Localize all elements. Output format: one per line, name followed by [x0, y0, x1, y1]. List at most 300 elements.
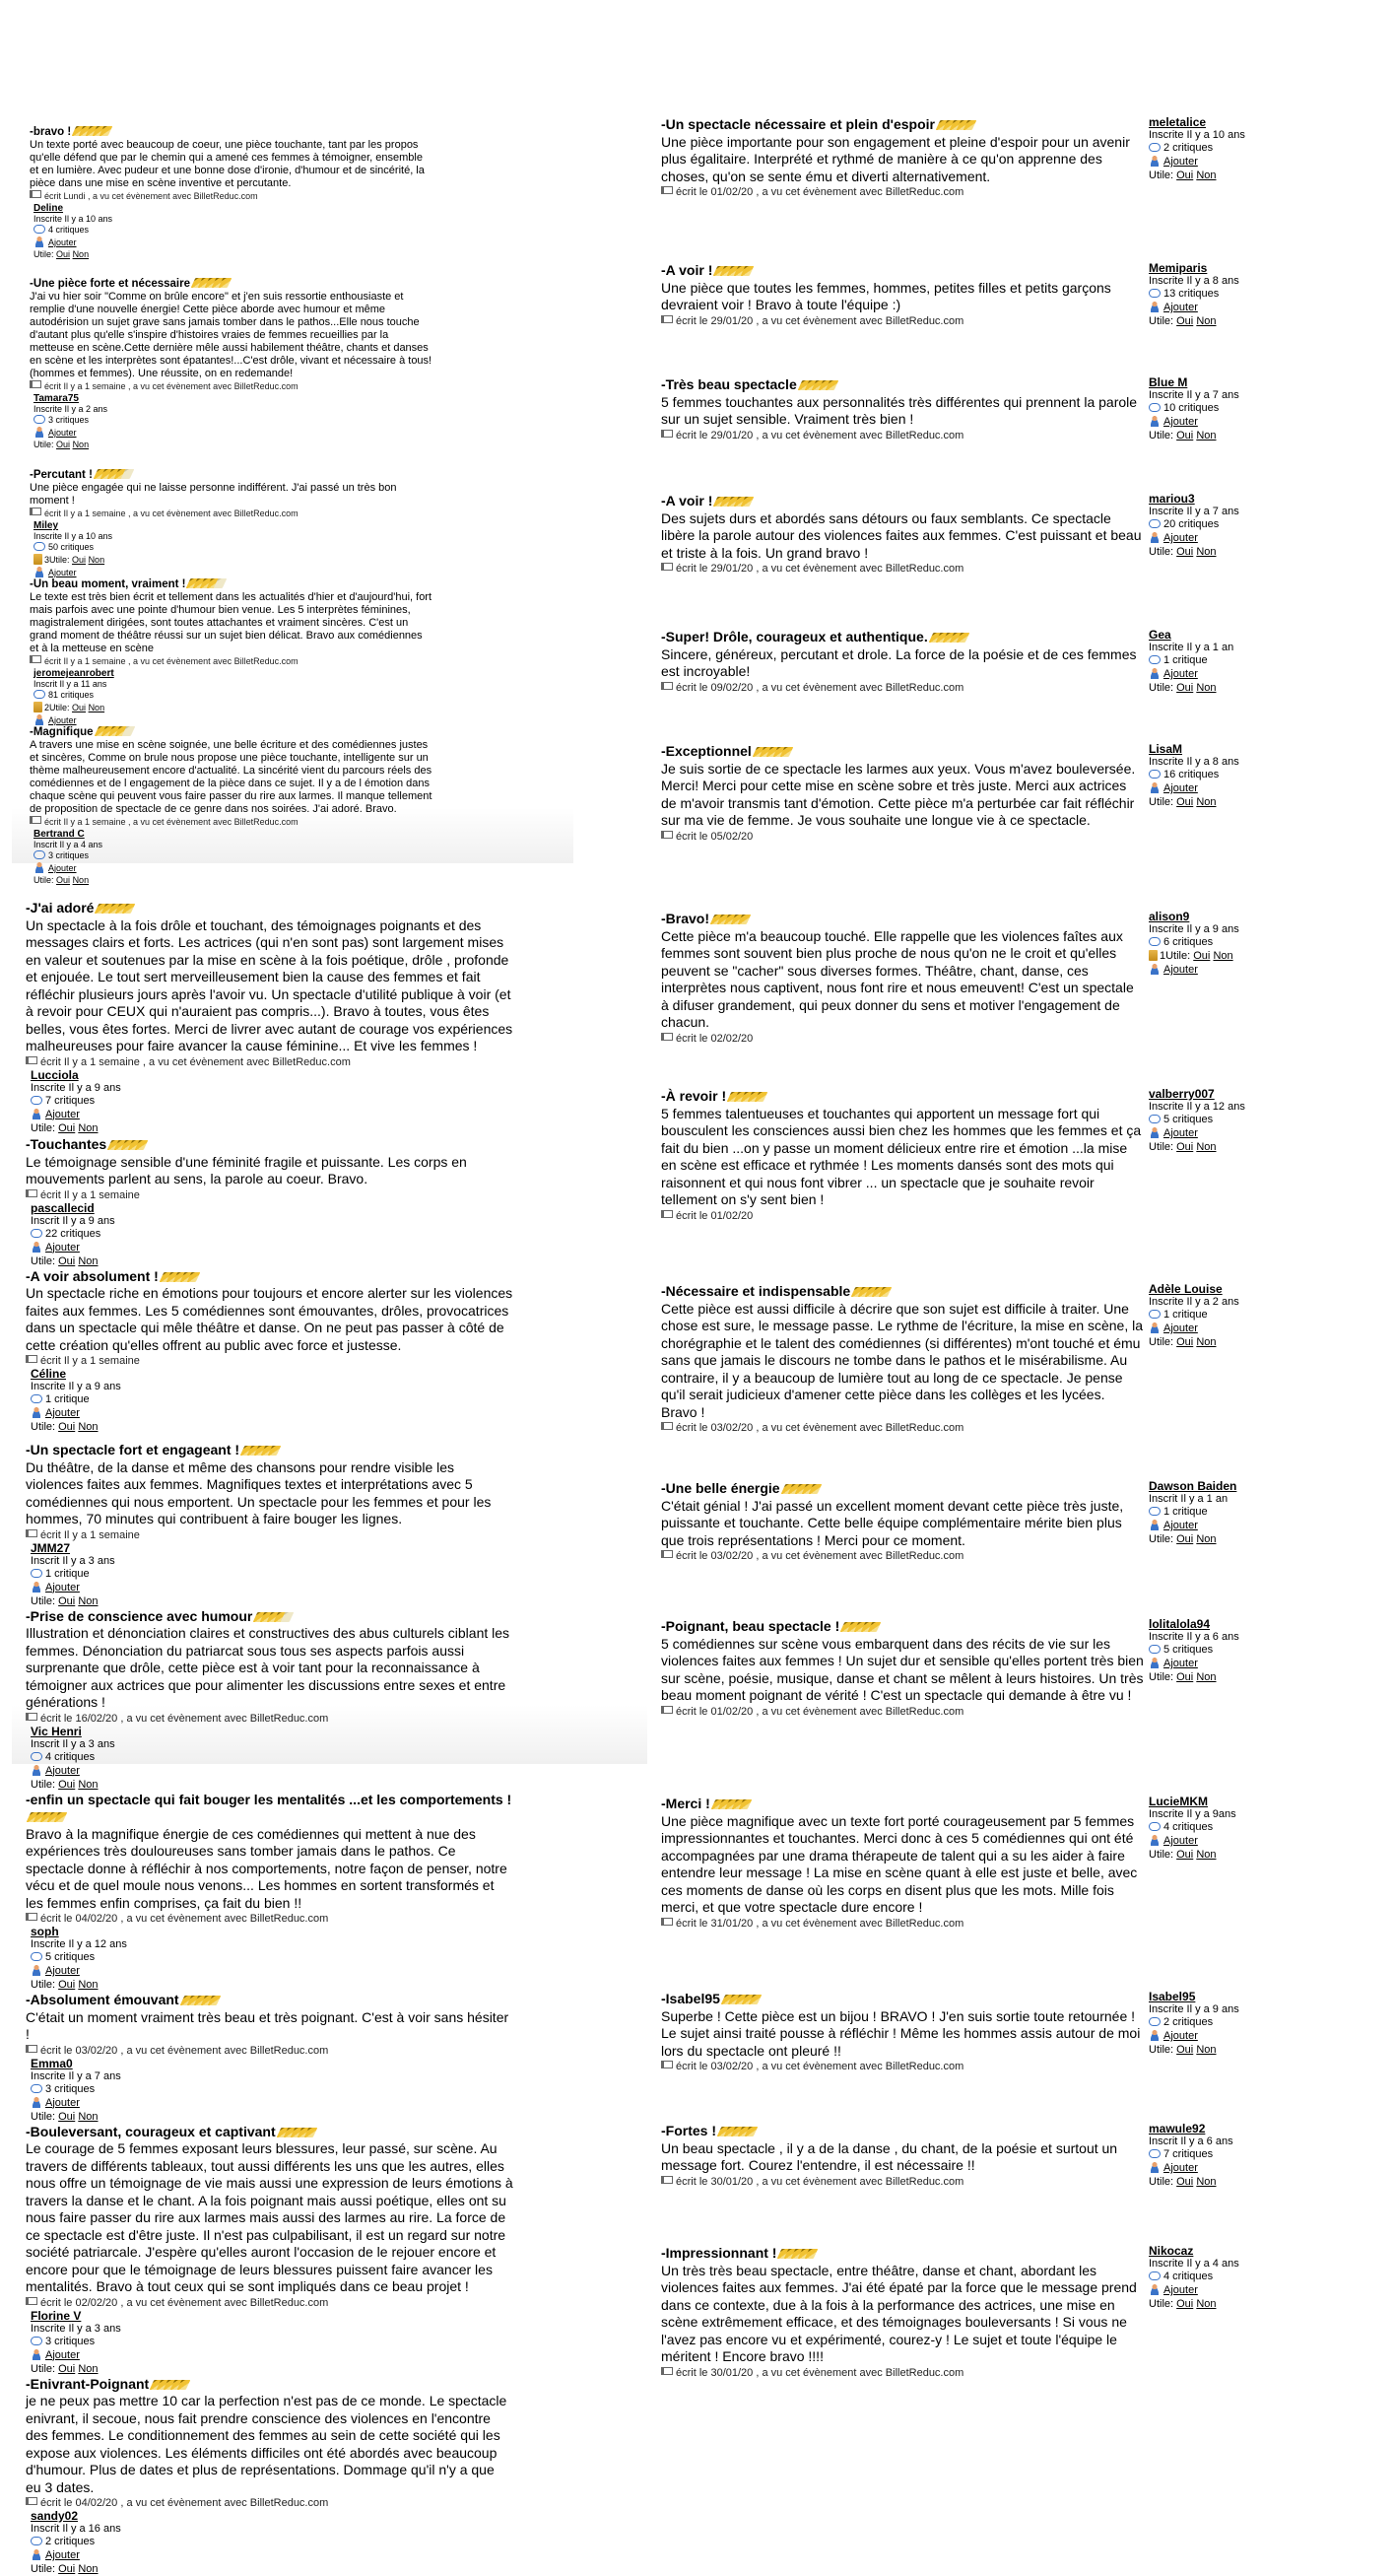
add-friend	[1149, 2029, 1296, 2043]
review-title: -Nécessaire et indispensable	[661, 1283, 851, 1299]
review-text: Le témoignage sensible d'une féminité fragile et puissante. Les corps en mouvements parlent au sens, la parole au coeur. Bravo.	[26, 1153, 467, 1186]
comment-icon	[31, 2537, 42, 2545]
reviewer-info	[1149, 1480, 1296, 1546]
person-icon	[31, 1241, 42, 1253]
utile-row	[1149, 169, 1296, 182]
reviewer-count	[33, 225, 169, 236]
reviewer-name-link[interactable]: LucieMKM	[1149, 1795, 1208, 1808]
reviewer-count	[31, 2536, 178, 2548]
review-date: écrit le 03/02/20 , a vu cet évènement avec BilletReduc.com	[676, 2061, 964, 2072]
vote-non-link[interactable]: Non	[78, 2563, 99, 2575]
utile-label: Utile:	[31, 1979, 56, 1991]
vote-oui-link[interactable]: Oui	[1176, 2298, 1194, 2310]
vote-oui-link[interactable]: Oui	[72, 555, 87, 565]
reviewer-since: Inscrite Il y a 12 ans	[1149, 1101, 1245, 1113]
vote-oui-link[interactable]: Oui	[1176, 546, 1194, 558]
reviewer-name-link[interactable]: Deline	[33, 203, 64, 214]
ajouter-link[interactable]: Ajouter	[1163, 668, 1198, 680]
ajouter-link[interactable]: Ajouter	[1163, 964, 1198, 976]
reviewer-name-link[interactable]: Isabel95	[1149, 1990, 1196, 2003]
review-date: écrit le 04/02/20 , a vu cet évènement avec BilletReduc.com	[40, 2497, 329, 2509]
utile-row	[31, 1122, 178, 1135]
utile-row	[1149, 1533, 1296, 1546]
vote-oui-link[interactable]: Oui	[1176, 1533, 1194, 1545]
reviewer-name-link[interactable]: lolitalola94	[1149, 1617, 1211, 1631]
review-body	[26, 1608, 513, 1726]
ajouter-link[interactable]: Ajouter	[45, 1764, 80, 1777]
review-title: -Un spectacle fort et engageant !	[26, 1442, 240, 1457]
vote-non-link[interactable]: Non	[1196, 682, 1217, 694]
speaker-icon	[661, 682, 673, 690]
utile-row	[1149, 950, 1296, 963]
vote-oui-link[interactable]: Oui	[1176, 1141, 1194, 1153]
vote-oui-link[interactable]: Oui	[1176, 315, 1194, 327]
review	[661, 2245, 1306, 2383]
review	[26, 2106, 646, 2375]
ajouter-link[interactable]: Ajouter	[1163, 2030, 1198, 2042]
review-body	[661, 2245, 1144, 2380]
vote-non-link[interactable]: Non	[1196, 430, 1217, 441]
review-title-line	[30, 278, 433, 291]
vote-non-link[interactable]: Non	[72, 249, 90, 259]
review-text: Cette pièce est aussi difficile à décrire que son sujet est difficile à traiter. Une chose est sure, le message passe. Le rythme de l'écriture, la mise en scène, la chorégraphie et le talent des comédiennes (si différentes) m'ont touché et ému sans que jamais le discours ne tombe dans le pathos et le misérabilisme. Au contraire, il y a beaucoup de lumière tout au long de ce spectacle. Je pense qu'il serait judicieux d'amener cette pièce dans les collèges et les lycées. Bravo !	[661, 1300, 1144, 1420]
reviewer-count	[31, 2336, 178, 2348]
reviewer-info	[31, 1368, 178, 1434]
utile-label: Utile:	[31, 1254, 56, 1267]
review-title-line	[26, 1268, 513, 1286]
speaker-icon	[661, 1918, 673, 1926]
ajouter-link[interactable]: Ajouter	[45, 1241, 80, 1254]
reviewer-info	[31, 1202, 178, 1268]
review-text: Une pièce que toutes les femmes, hommes, petites filles et petits garçons devraient voir ! Bravo à toute l'équipe :)	[661, 279, 1111, 312]
vote-non-link[interactable]: Non	[1196, 2298, 1217, 2310]
reviewer-since: Inscrite Il y a 2 ans	[1149, 1296, 1239, 1308]
ajouter-link[interactable]: Ajouter	[1163, 2284, 1198, 2296]
critiques-count: 3 critiques	[48, 850, 90, 860]
utile-row	[1149, 546, 1296, 559]
review-title-line	[30, 126, 433, 139]
ajouter-link[interactable]: Ajouter	[1163, 416, 1198, 428]
reviewer-name-link[interactable]: pascallecid	[31, 1200, 95, 1215]
reviewer-name-link[interactable]: valberry007	[1149, 1087, 1215, 1101]
vote-oui-link[interactable]: Oui	[58, 1421, 76, 1433]
reviewer-count	[1149, 142, 1296, 155]
utile-row	[1149, 1141, 1296, 1154]
review	[30, 564, 569, 725]
vote-oui-link[interactable]: Oui	[1176, 169, 1194, 181]
vote-non-link[interactable]: Non	[1196, 1533, 1217, 1545]
vote-oui-link[interactable]: Oui	[1176, 682, 1194, 694]
reviewer-name-link[interactable]: alison9	[1149, 910, 1190, 923]
review-footer	[26, 2296, 513, 2310]
vote-oui-link[interactable]: Oui	[1176, 2176, 1194, 2188]
reviewer-name-link[interactable]: Blue M	[1149, 375, 1188, 389]
critiques-count: 2 critiques	[45, 2536, 96, 2547]
reviewer-name-link[interactable]: Dawson Baiden	[1149, 1479, 1237, 1493]
person-icon	[1149, 1322, 1161, 1333]
flag-icon	[33, 702, 42, 712]
review	[661, 629, 1306, 704]
rating-stars	[279, 2125, 313, 2135]
speaker-icon	[661, 1210, 673, 1218]
critiques-count: 3 critiques	[45, 2335, 96, 2347]
review-date: écrit le 04/02/20 , a vu cet évènement avec BilletReduc.com	[40, 1913, 329, 1925]
reviewer-name-link[interactable]: Gea	[1149, 628, 1171, 642]
review	[661, 1618, 1306, 1756]
person-icon	[31, 2348, 42, 2360]
review-footer	[661, 1032, 1144, 1046]
utile-row	[1149, 1336, 1296, 1349]
review-date: écrit le 01/02/20 , a vu cet évènement avec BilletReduc.com	[676, 186, 964, 198]
vote-non-link[interactable]: Non	[78, 1594, 99, 1607]
review	[26, 1264, 646, 1433]
review-title: -Absolument émouvant	[26, 1992, 179, 2007]
person-icon	[1149, 2029, 1161, 2041]
critiques-count: 2 critiques	[1163, 2016, 1214, 2028]
review-footer	[30, 655, 433, 668]
vote-non-link[interactable]: Non	[78, 1254, 99, 1267]
review-text: Le texte est très bien écrit et tellement dans les actualités d'hier et d'aujourd'hui, fort mais parfois avec une pointe d'humour bien venue. Les 5 interprètes féminines, magistralement dirigées, sont toutes attachantes et vraiment sincères. C'est un grand moment de théâtre réussi sur un sujet bien délicat. Bravo aux comédiennes et à la metteuse en scène	[30, 591, 432, 654]
ajouter-link[interactable]: Ajouter	[1163, 782, 1198, 794]
person-icon	[1149, 667, 1161, 679]
review-text: Je suis sortie de ce spectacle les larmes aux yeux. Vous m'avez bouleversée. Merci! Merci pour cette mise en scène sobre et très juste. Merci aux actrices de m'avoir transmis tant d'émotion. Cette pièce m'a perturbée car fait réfléchir sur ma vie de femme. Je vous souhaite une longue vie à ce spectacle.	[661, 760, 1136, 828]
utile-row	[33, 875, 169, 886]
vote-non-link[interactable]: Non	[72, 875, 90, 885]
reviewer-since: Inscrite Il y a 8 ans	[1149, 756, 1239, 768]
reviewer-name-link[interactable]: Memiparis	[1149, 261, 1208, 275]
add-friend	[33, 236, 169, 248]
speaker-icon	[26, 1056, 37, 1064]
critiques-count: 20 critiques	[1163, 518, 1220, 530]
speaker-icon	[30, 508, 41, 515]
review-title-line	[26, 2124, 513, 2141]
vote-oui-link[interactable]: Oui	[1176, 796, 1194, 808]
reviewer-name-link[interactable]: meletalice	[1149, 115, 1207, 129]
vote-non-link[interactable]: Non	[1196, 1141, 1217, 1153]
ajouter-link[interactable]: Ajouter	[1163, 1658, 1198, 1669]
reviewer-name-link[interactable]: LisaM	[1149, 742, 1183, 756]
ajouter-link[interactable]: Ajouter	[45, 2549, 80, 2561]
reviewer-name-link[interactable]: Bertrand C	[33, 829, 85, 840]
add-friend	[31, 2348, 178, 2362]
person-icon	[31, 1964, 42, 1976]
utile-label: Utile:	[33, 440, 54, 449]
vote-oui-link[interactable]: Oui	[58, 2362, 76, 2375]
ajouter-link[interactable]: Ajouter	[1163, 1835, 1198, 1847]
critiques-count: 81 critiques	[48, 690, 95, 700]
reviewer-info	[33, 203, 169, 260]
ajouter-link[interactable]: Ajouter	[48, 715, 77, 725]
vote-non-link[interactable]: Non	[1213, 950, 1233, 962]
reviewer-name-link[interactable]: Nikocaz	[1149, 2244, 1194, 2258]
review-body	[661, 1480, 1144, 1563]
review-title: -Très beau spectacle	[661, 376, 797, 392]
vote-oui-link[interactable]: Oui	[56, 440, 71, 449]
review-title: -Bravo!	[661, 911, 710, 926]
reviewer-info	[1149, 2123, 1296, 2189]
vote-non-link[interactable]: Non	[78, 2362, 99, 2375]
review	[661, 911, 1306, 1047]
rating-stars	[755, 744, 789, 754]
ajouter-link[interactable]: Ajouter	[48, 428, 77, 438]
reviewer-since: Inscrite Il y a 9 ans	[31, 1081, 121, 1094]
ajouter-link[interactable]: Ajouter	[1163, 2162, 1198, 2174]
utile-label: Utile:	[1149, 1141, 1174, 1153]
review-footer	[26, 1055, 513, 1069]
review-date: écrit Il y a 1 semaine , a vu cet évènement avec BilletReduc.com	[44, 817, 299, 827]
reviewer-name-link[interactable]: jeromejeanrobert	[33, 668, 114, 679]
comment-icon	[31, 2337, 42, 2345]
review-title: -Poignant, beau spectacle !	[661, 1618, 840, 1634]
review-footer	[661, 681, 1144, 695]
vote-oui-link[interactable]: Oui	[1176, 1336, 1194, 1348]
review-footer	[661, 1917, 1144, 1931]
vote-oui-link[interactable]: Oui	[56, 875, 71, 885]
ajouter-link[interactable]: Ajouter	[1163, 1520, 1198, 1531]
reviewer-info	[1149, 1618, 1296, 1684]
add-friend	[31, 1964, 178, 1978]
review-date: écrit Il y a 1 semaine , a vu cet évènement avec BilletReduc.com	[44, 508, 299, 518]
comment-icon	[1149, 519, 1161, 528]
review-footer	[26, 1528, 513, 1542]
vote-non-link[interactable]: Non	[1196, 315, 1217, 327]
rating-stars	[188, 578, 223, 588]
review-body	[661, 1283, 1144, 1435]
ajouter-link[interactable]: Ajouter	[45, 1108, 80, 1120]
ajouter-link[interactable]: Ajouter	[45, 1581, 80, 1593]
review-title-line	[661, 116, 1144, 134]
speaker-icon	[661, 1550, 673, 1558]
review-title: -bravo !	[30, 126, 72, 138]
reviewer-count	[33, 415, 169, 426]
reviewer-name-link[interactable]: JMM27	[31, 1540, 71, 1555]
reviewer-name-link[interactable]: Emma0	[31, 2056, 73, 2070]
reviewer-count	[33, 542, 169, 553]
review-footer	[661, 2366, 1144, 2380]
utile-row	[33, 440, 169, 450]
review-title-line	[661, 493, 1144, 510]
review-title-line	[661, 1796, 1144, 1813]
vote-non-link[interactable]: Non	[1196, 2176, 1217, 2188]
review	[26, 2368, 646, 2575]
ajouter-link[interactable]: Ajouter	[1163, 1127, 1198, 1139]
vote-oui-link[interactable]: Oui	[1176, 430, 1194, 441]
vote-non-link[interactable]: Non	[78, 1778, 99, 1791]
reviewer-info	[31, 2310, 178, 2376]
reviewer-name-link[interactable]: mariou3	[1149, 492, 1195, 506]
vote-oui-link[interactable]: Oui	[58, 1778, 76, 1791]
critiques-count: 10 critiques	[1163, 402, 1220, 414]
vote-non-link[interactable]: Non	[78, 1421, 99, 1433]
vote-non-link[interactable]: Non	[88, 555, 105, 565]
review-title: -A voir !	[661, 262, 713, 278]
ajouter-link[interactable]: Ajouter	[1163, 156, 1198, 168]
speaker-icon	[30, 655, 41, 663]
vote-non-link[interactable]: Non	[1196, 796, 1217, 808]
reviewer-name-link[interactable]: mawule92	[1149, 2122, 1206, 2135]
ajouter-link[interactable]: Ajouter	[45, 1407, 80, 1419]
vote-oui-link[interactable]: Oui	[58, 1594, 76, 1607]
vote-oui-link[interactable]: Oui	[1193, 950, 1211, 962]
vote-oui-link[interactable]: Oui	[58, 2110, 76, 2123]
add-friend	[1149, 667, 1296, 681]
vote-oui-link[interactable]: Oui	[58, 1121, 76, 1134]
review-body	[661, 1088, 1144, 1223]
person-icon	[1149, 2161, 1161, 2173]
reviewer-count	[31, 2083, 178, 2096]
review-date: écrit le 01/02/20 , a vu cet évènement avec BilletReduc.com	[676, 1705, 964, 1718]
critiques-count: 5 critiques	[1163, 1644, 1214, 1656]
person-icon	[1149, 1519, 1161, 1530]
reviewer-info	[31, 2510, 178, 2576]
reviewer-count	[1149, 1114, 1296, 1126]
reviewer-name-link[interactable]: Vic Henri	[31, 1724, 82, 1738]
review-footer	[26, 1354, 513, 1368]
utile-label: Utile:	[31, 1121, 56, 1134]
review-title: -Super! Drôle, courageux et authentique.	[661, 629, 928, 644]
person-icon	[1149, 531, 1161, 543]
ajouter-link[interactable]: Ajouter	[1163, 1322, 1198, 1334]
vote-non-link[interactable]: Non	[1196, 1671, 1217, 1683]
vote-non-link[interactable]: Non	[1196, 169, 1217, 181]
add-friend	[33, 861, 169, 874]
review-text: Une pièce importante pour son engagement et pleine d'espoir pour un avenir plus égalitaire. Interprété et rythmé de manière à ce qu'on apprenne des choses, qu'on se sente ému et diverti alternativement.	[661, 133, 1130, 184]
critiques-count: 2 critiques	[1163, 142, 1214, 154]
vote-non-link[interactable]: Non	[88, 703, 105, 712]
ajouter-link[interactable]: Ajouter	[45, 2096, 80, 2109]
speaker-icon	[26, 1189, 37, 1197]
utile-label: Utile:	[33, 249, 54, 259]
review-body	[26, 2376, 513, 2511]
review-footer	[26, 1912, 513, 1926]
review-footer	[661, 2060, 1144, 2073]
critiques-count: 4 critiques	[1163, 2271, 1214, 2282]
review-text: 5 femmes touchantes aux personnalités très différentes qui prennent la parole sur un sujet sensible. Vraiment très bien !	[661, 393, 1138, 427]
critiques-count: 4 critiques	[45, 1750, 96, 1763]
vote-non-link[interactable]: Non	[1196, 1849, 1217, 1861]
review-body	[661, 1991, 1144, 2073]
vote-oui-link[interactable]: Oui	[1176, 2044, 1194, 2056]
comment-icon	[1149, 1115, 1161, 1123]
person-icon	[1149, 1126, 1161, 1138]
vote-non-link[interactable]: Non	[78, 1121, 99, 1134]
reviewer-info	[1149, 1796, 1296, 1862]
reviewer-name-link[interactable]: sandy02	[31, 2509, 79, 2523]
review-title: -A voir absolument !	[26, 1267, 159, 1284]
review-date: écrit le 29/01/20 , a vu cet évènement avec BilletReduc.com	[676, 429, 964, 441]
review-body	[661, 493, 1144, 576]
person-icon	[1149, 2283, 1161, 2295]
rating-stars	[29, 1809, 63, 1819]
review-date: écrit le 29/01/20 , a vu cet évènement avec BilletReduc.com	[676, 314, 964, 327]
vote-non-link[interactable]: Non	[1196, 546, 1217, 558]
review-date: écrit Il y a 1 semaine , a vu cet évènement avec BilletReduc.com	[44, 381, 299, 391]
left-bottom-column	[26, 900, 646, 2576]
review-body	[26, 1136, 513, 1202]
person-icon	[1149, 781, 1161, 793]
reviewer-name-link[interactable]: Florine V	[31, 2308, 82, 2323]
vote-non-link[interactable]: Non	[78, 1979, 99, 1991]
vote-non-link[interactable]: Non	[78, 2110, 99, 2123]
review-body	[661, 2123, 1144, 2189]
review	[661, 1796, 1306, 1951]
ajouter-link[interactable]: Ajouter	[48, 863, 77, 873]
rating-stars	[152, 2377, 186, 2387]
reviewer-count	[1149, 936, 1296, 949]
comment-icon	[31, 2084, 42, 2093]
review-text: 5 comédiennes sur scène vous embarquent dans des récits de vie sur les violences faites aux femmes ! Un sujet dur et sensible qu'elles portent très bien sur scène, poésie, musique, danse et chant se mêlent à leurs histoires. Un très beau moment poignant de vérité ! C'est un spectacle qui demande à être vu !	[661, 1635, 1144, 1703]
comment-icon	[1149, 289, 1161, 298]
reviewer-name-link[interactable]: soph	[31, 1925, 59, 1938]
person-icon	[33, 426, 45, 438]
critiques-count: 50 critiques	[48, 542, 95, 552]
person-icon	[1149, 155, 1161, 167]
reviewer-count	[1149, 288, 1296, 301]
review-title: -Exceptionnel	[661, 743, 752, 759]
comment-icon	[1149, 143, 1161, 152]
vote-oui-link[interactable]: Oui	[58, 2563, 76, 2575]
vote-oui-link[interactable]: Oui	[1176, 1671, 1194, 1683]
critiques-count: 7 critiques	[1163, 2148, 1214, 2160]
vote-oui-link[interactable]: Oui	[58, 1254, 76, 1267]
reviewer-info	[1149, 629, 1296, 695]
critiques-count: 3 critiques	[48, 415, 90, 425]
review-footer	[26, 1712, 513, 1726]
vote-non-link[interactable]: Non	[1196, 2044, 1217, 2056]
ajouter-link[interactable]: Ajouter	[45, 2348, 80, 2361]
utile-label: Utile:	[31, 2563, 56, 2575]
reviewer-name-link[interactable]: Lucciola	[31, 1067, 79, 1082]
reviewer-name-link[interactable]: Céline	[31, 1367, 67, 1381]
reviewer-since: Inscrite Il y a 7 ans	[31, 2069, 121, 2082]
comment-icon	[1149, 937, 1161, 946]
ajouter-link[interactable]: Ajouter	[1163, 532, 1198, 544]
ajouter-link[interactable]: Ajouter	[45, 1965, 80, 1977]
reviewer-name-link[interactable]: Miley	[33, 520, 59, 531]
speaker-icon	[661, 1422, 673, 1430]
vote-oui-link[interactable]: Oui	[1176, 1849, 1194, 1861]
review	[30, 469, 569, 577]
rating-stars	[800, 377, 834, 387]
ajouter-link[interactable]: Ajouter	[48, 568, 77, 577]
reviewer-count	[31, 1228, 178, 1241]
vote-oui-link[interactable]: Oui	[72, 703, 87, 712]
reviewer-since: Inscrite Il y a 7 ans	[1149, 506, 1239, 517]
review-title: -Percutant !	[30, 469, 93, 481]
ajouter-link[interactable]: Ajouter	[1163, 302, 1198, 313]
vote-oui-link[interactable]: Oui	[56, 249, 71, 259]
reviewer-count	[1149, 769, 1296, 781]
rating-stars	[779, 2246, 814, 2256]
speaker-icon	[26, 1529, 37, 1537]
utile-label: Utile:	[1149, 1533, 1174, 1545]
reviewer-name-link[interactable]: Tamara75	[33, 393, 79, 404]
vote-non-link[interactable]: Non	[72, 440, 90, 449]
review-title: -enfin un spectacle qui fait bouger les mentalités ...et les comportements !	[26, 1791, 512, 1807]
comment-icon	[31, 1569, 42, 1578]
rating-stars	[842, 1619, 877, 1629]
person-icon	[1149, 301, 1161, 312]
ajouter-link[interactable]: Ajouter	[48, 237, 77, 247]
vote-non-link[interactable]: Non	[1196, 1336, 1217, 1348]
comment-icon	[1149, 1507, 1161, 1516]
review-footer	[661, 1549, 1144, 1563]
vote-oui-link[interactable]: Oui	[58, 1979, 76, 1991]
reviewer-info	[33, 829, 169, 886]
reviewer-name-link[interactable]: Adèle Louise	[1149, 1282, 1223, 1296]
comment-icon	[33, 225, 45, 234]
review-title: -Magnifique	[30, 726, 94, 738]
